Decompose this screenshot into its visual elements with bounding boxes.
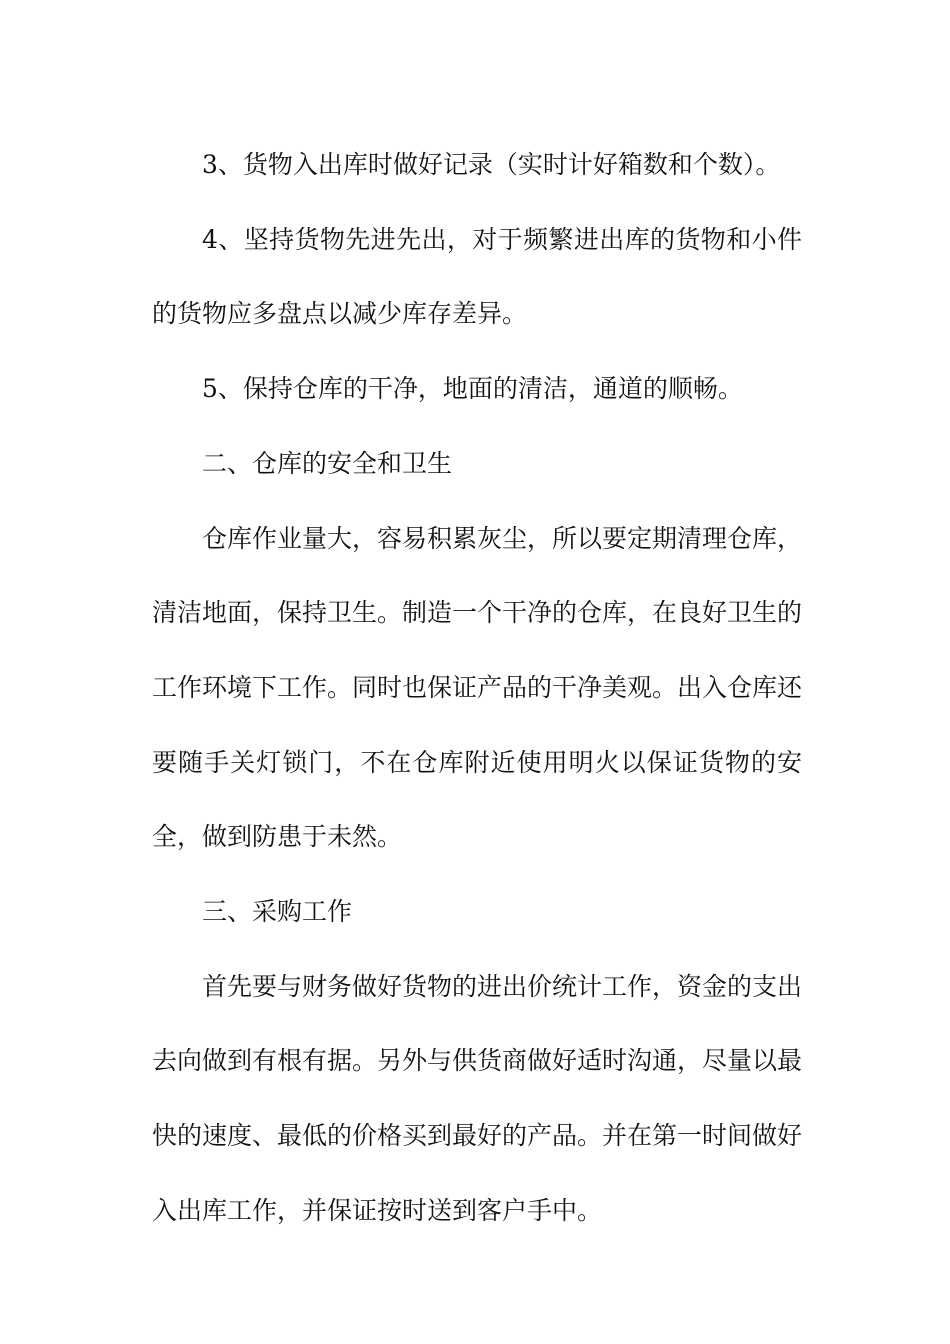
- paragraph-safety-hygiene: 仓库作业量大，容易积累灰尘，所以要定期清理仓库，清洁地面，保持卫生。制造一个干净的仓库，在良好卫生的工作环境下工作。同时也保证产品的干净美观。出入仓库还要随手关灯锁门，不在仓库附近使用明火以保证货物的安全，做到防患于未然。: [152, 523, 803, 852]
- section-heading-purchasing: 三、采购工作: [202, 897, 353, 927]
- document-body: [152, 128, 802, 1249]
- section-heading-safety-hygiene: 二、仓库的安全和卫生: [202, 448, 453, 478]
- paragraph-record-keeping: 3、货物入出库时做好记录（实时计好箱数和个数）。: [202, 150, 781, 179]
- paragraph-fifo: 4、坚持货物先进先出，对于频繁进出库的货物和小件的货物应多盘点以减少库存差异。: [152, 224, 802, 329]
- paragraph-cleanliness: 5、保持仓库的干净，地面的清洁，通道的顺畅。: [202, 374, 743, 404]
- paragraph-purchasing: 首先要与财务做好货物的进出价统计工作，资金的支出去向做到有根有据。另外与供货商做好适时沟通，尽量以最快的速度、最低的价格买到最好的产品。并在第一时间做好入出库工作，并保证按时送到客户手中。: [152, 971, 803, 1225]
